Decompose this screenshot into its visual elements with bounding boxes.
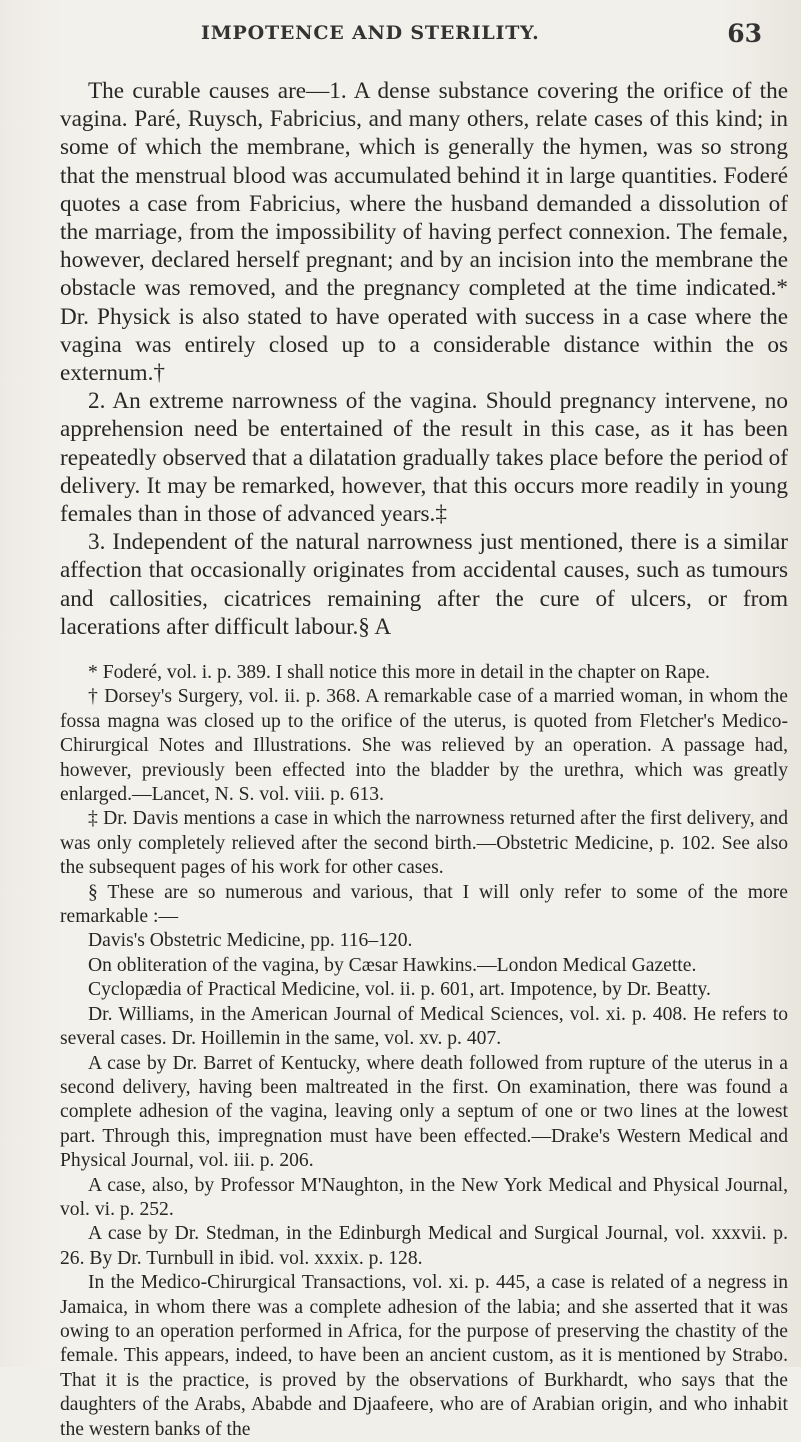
footnote-reference-hawkins: On obliteration of the vagina, by Cæsar Hawkins.—London Medical Gazette. [88, 954, 697, 976]
paragraph-independent-causes: 3. Independent of the natural narrowness just mentioned, there is a similar affection that occasionally originates from accidental causes, such as tumours and callosities, cicatrices remaining after the cure of ulcers, or from lacerations after difficult labour.§ A [60, 529, 788, 640]
paragraph-narrowness: 2. An extreme narrowness of the vagina. Should pregnancy intervene, no apprehension need be entertained of the result in this case, as it has been repeatedly observed that a dilatation gradually takes place before the period of delivery. It may be remarked, however, that this occurs more readily in young females than in those of advanced years.‡ [60, 388, 788, 528]
page-number: 63 [727, 19, 762, 48]
footnote-dagger: † Dorsey's Surgery, vol. ii. p. 368. A remarkable case of a married woman, in whom the fossa magna was closed up to the orifice of the uterus, is quoted from Fletcher's Medico-Chirurgical Notes and Illustrations. She was relieved by an operation. A passage had, however, previously been effected into the bladder by the urethra, which was greatly enlarged.—Lancet, N. S. vol. viii. p. 613. [60, 686, 788, 806]
paragraph-curable-causes: The curable causes are—1. A dense substance covering the orifice of the vagina. Paré, Ruysch, Fabricius, and many others, relate cases of this kind; in some of which the membrane, which is generally the hymen, was so strong that the menstrual blood was accumulated behind it in large quantities. Foderé quotes a case from Fabricius, where the husband demanded a dissolution of the marriage, from the impossibility of having perfect connexion. The female, however, declared herself pregnant; and by an incision into the membrane the obstacle was removed, and the pregnancy completed at the time indicated.* Dr. Physick is also stated to have operated with success in a case where the vagina was entirely closed up to a considerable distance within the os externum.† [60, 78, 788, 387]
footnote-reference-medico-chirurgical: In the Medico-Chirurgical Transactions, vol. xi. p. 445, a case is related of a negress in Jamaica, in whom there was a complete adhesion of the labia; and she asserted that it was owing to an operation performed in Africa, for the purpose of preserving the chastity of the female. This appears, indeed, to have been an ancient custom, as it is mentioned by Strabo. That it is the practice, is proved by the observations of Burkhardt, who says that the daughters of the Arabs, Ababde and Djaafeere, who are of Arabian origin, and who inhabit the western banks of the [60, 1272, 788, 1440]
footnote-reference-stedman: A case by Dr. Stedman, in the Edinburgh Medical and Surgical Journal, vol. xxxvii. p. 26. By Dr. Turnbull in ibid. vol. xxxix. p. 128. [60, 1223, 788, 1269]
footnote-reference-cyclopaedia: Cyclopædia of Practical Medicine, vol. ii. p. 601, art. Impotence, by Dr. Beatty. [88, 979, 711, 1001]
footnote-reference-mnaughton: A case, also, by Professor M'Naughton, in the New York Medical and Physical Journal, vol. vi. p. 252. [60, 1174, 788, 1220]
footnotes [60, 661, 788, 1442]
footnote-section: § These are so numerous and various, that I will only refer to some of the more remarkable :— [60, 881, 788, 928]
running-head: IMPOTENCE AND STERILITY. [201, 22, 540, 44]
footnote-reference-williams: Dr. Williams, in the American Journal of Medical Sciences, vol. xi. p. 408. He refers to several cases. Dr. Hoillemin in the same, vol. xv. p. 407. [60, 1003, 788, 1050]
footnote-asterisk: * Foderé, vol. i. p. 389. I shall notice this more in detail in the chapter on Rape. [88, 662, 710, 683]
page-header [58, 19, 788, 54]
footnote-reference-barret: A case by Dr. Barret of Kentucky, where death followed from rupture of the uterus in a second delivery, having been maltreated in the first. On examination, there was found a complete adhesion of the vagina, leaving only a septum of one or two lines at the lowest part. Through this, impregnation must have been effected.—Drake's Western Medical and Physical Journal, vol. iii. p. 206. [60, 1052, 788, 1172]
main-text [60, 77, 788, 641]
footnote-reference-davis: Davis's Obstetric Medicine, pp. 116–120. [88, 930, 413, 952]
footnote-double-dagger: ‡ Dr. Davis mentions a case in which the narrowness returned after the first delivery, and was only completely relieved after the second birth.—Obstetric Medicine, p. 102. See also the subsequent pages of his work for other cases. [60, 808, 788, 879]
